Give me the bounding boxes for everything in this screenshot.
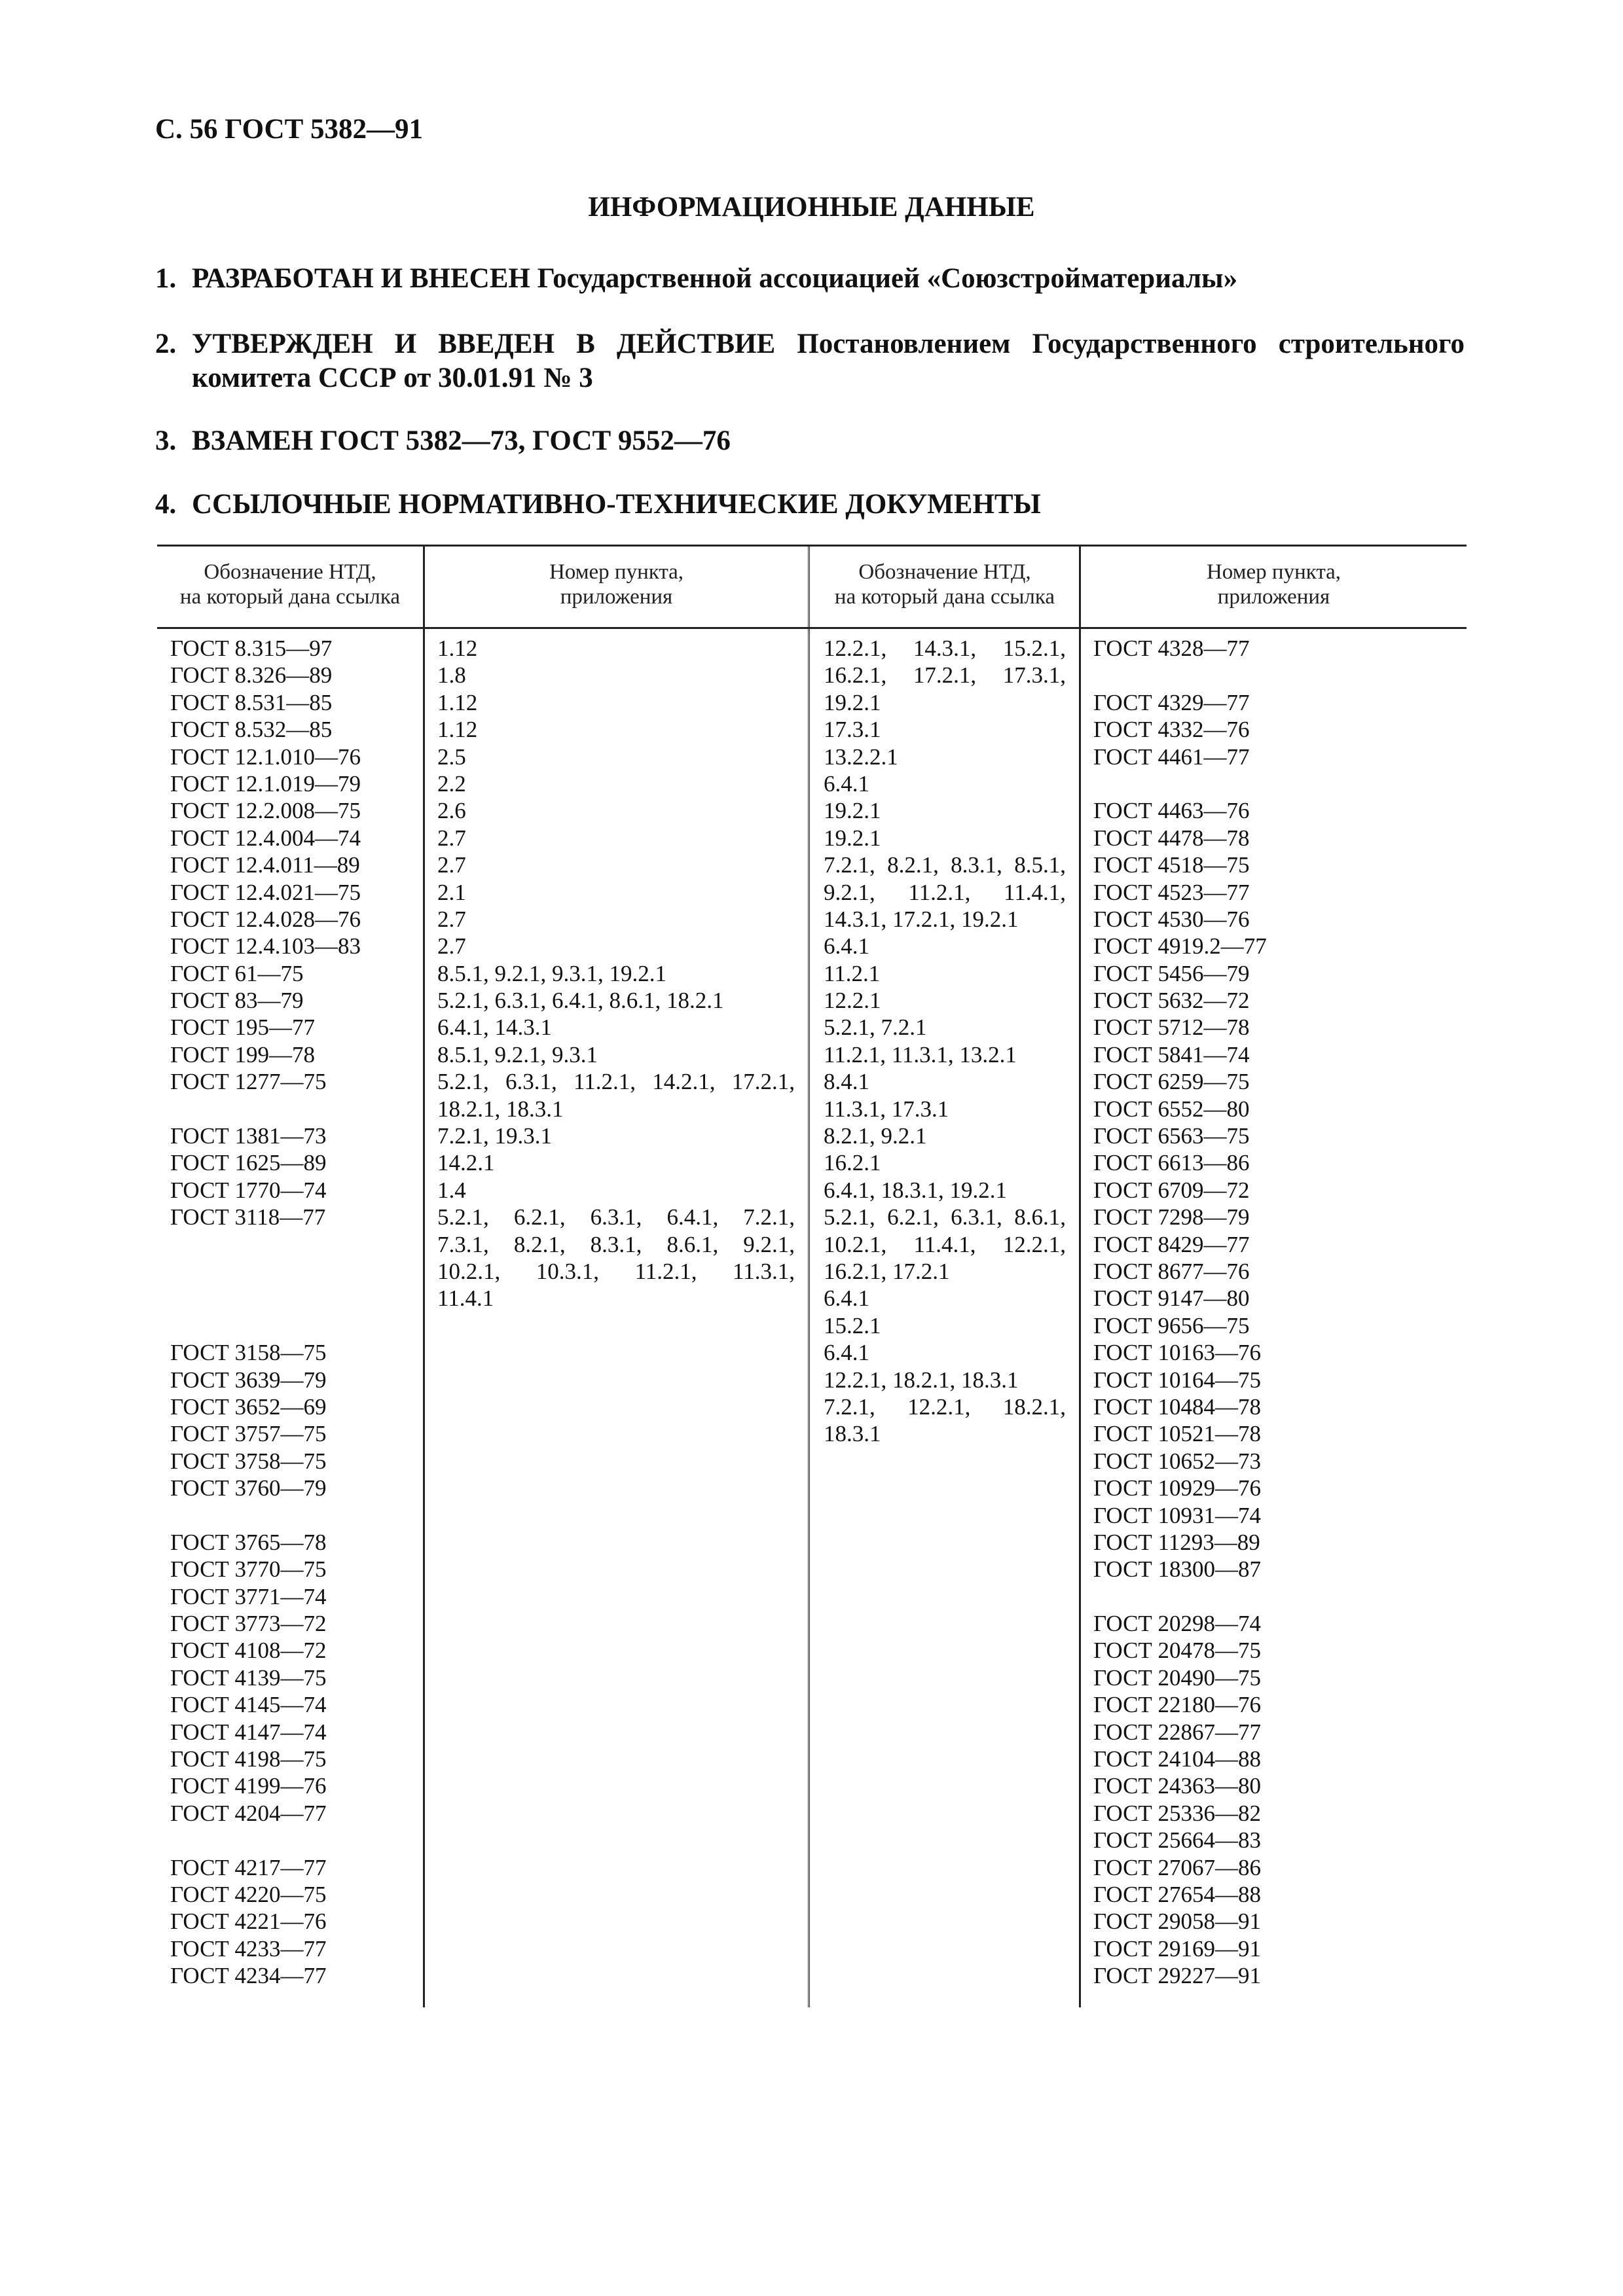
designation-cell: ГОСТ 29058—91 [1093,1909,1262,1935]
info-item-approved [155,327,1465,395]
clause-cell: 6.4.1 [824,933,869,960]
designation-cell: ГОСТ 1381—73 [170,1123,327,1149]
designation-cell: ГОСТ 4328—77 [1093,636,1250,661]
clause-cell: 2.2 [437,770,466,797]
clause-cell: 2.7 [437,825,466,851]
designation-cell: ГОСТ 7298—79 [1093,1204,1250,1230]
section-title: ИНФОРМАЦИОННЫЕ ДАННЫЕ [588,192,1035,223]
designation-cell [170,1502,419,1529]
designation-cell: ГОСТ 5456—79 [1093,960,1250,986]
clause-cell: 5.2.1, 6.3.1, 11.2.1, 14.2.1, 17.2.1, [437,1069,795,1095]
clause-cell: 6.4.1, 14.3.1 [437,1014,552,1041]
item-lead: РАЗРАБОТАН И ВНЕСЕН [192,263,530,294]
clause-cell: 12.2.1, 14.3.1, 15.2.1, [824,636,1066,661]
designation-cell: ГОСТ 25664—83 [1093,1827,1262,1854]
designation-cell: ГОСТ 8.326—89 [170,662,333,689]
clause-cell: 11.2.1, 11.3.1, 13.2.1 [824,1041,1017,1067]
clause-cell: 11.3.1, 17.3.1 [824,1096,949,1122]
designation-cell: ГОСТ 4221—76 [170,1909,327,1935]
designation-cell: ГОСТ 10163—76 [1093,1340,1262,1366]
designation-cell: ГОСТ 5712—78 [1093,1014,1250,1041]
clause-cell: 11.2.1 [824,960,881,986]
designation-cell: ГОСТ 29227—91 [1093,1963,1262,1989]
column-divider [423,545,425,2007]
clause-column-left [437,635,795,1312]
column-divider [1079,545,1081,2007]
clause-cell: 2.6 [437,798,466,824]
designation-column-right [1093,635,1460,1990]
designation-cell [170,1258,419,1285]
designation-cell: ГОСТ 1770—74 [170,1177,327,1203]
clause-cell: 5.2.1, 6.2.1, 6.3.1, 6.4.1, 7.2.1, [437,1204,795,1230]
clause-cell: 10.2.1, 10.3.1, 11.2.1, 11.3.1, [437,1258,795,1284]
designation-cell: ГОСТ 4518—75 [1093,852,1250,878]
item-number: 2. [155,329,177,359]
designation-cell: ГОСТ 1625—89 [170,1150,327,1176]
clause-cell: 2.7 [437,906,466,932]
designation-cell: ГОСТ 12.1.010—76 [170,744,361,770]
clause-cell: 2.7 [437,933,466,960]
item-number: 1. [155,263,177,294]
designation-cell: ГОСТ 199—78 [170,1041,316,1067]
clause-cell: 14.2.1 [437,1150,495,1176]
header-designation-right: Обозначение НТД, на который дана ссылка [834,560,1055,609]
designation-cell: ГОСТ 3770—75 [170,1556,327,1583]
clause-cell: 16.2.1, 17.2.1 [824,1258,950,1284]
designation-cell: ГОСТ 61—75 [170,960,304,986]
designation-cell: ГОСТ 6613—86 [1093,1150,1250,1176]
column-divider-double [808,545,811,2007]
table-header-rule [157,627,1467,629]
designation-cell: ГОСТ 3771—74 [170,1583,327,1609]
designation-cell: ГОСТ 24104—88 [1093,1746,1262,1772]
designation-cell: ГОСТ 6709—72 [1093,1177,1250,1203]
designation-cell: ГОСТ 10164—75 [1093,1367,1262,1393]
clause-cell: 7.3.1, 8.2.1, 8.3.1, 8.6.1, 9.2.1, [437,1231,795,1257]
clause-cell: 15.2.1 [824,1312,881,1338]
clause-cell: 2.1 [437,879,466,905]
designation-cell: ГОСТ 3760—79 [170,1475,327,1501]
clause-cell: 12.2.1, 18.2.1, 18.3.1 [824,1367,1019,1393]
clause-cell: 14.3.1, 17.2.1, 19.2.1 [824,906,1019,932]
clause-cell: 1.12 [437,689,478,715]
item-lead: УТВЕРЖДЕН И ВВЕДЕН В ДЕЙСТВИЕ [192,329,776,359]
clause-cell: 8.5.1, 9.2.1, 9.3.1 [437,1041,598,1067]
clause-cell: 17.3.1 [824,717,881,743]
clause-cell: 1.8 [437,662,466,689]
designation-cell: ГОСТ 8.315—97 [170,636,333,661]
designation-cell: ГОСТ 8677—76 [1093,1258,1250,1284]
clause-cell: 19.2.1 [824,689,881,715]
designation-cell: ГОСТ 4139—75 [170,1664,327,1691]
designation-cell: ГОСТ 3758—75 [170,1448,327,1474]
designation-cell: ГОСТ 4919.2—77 [1093,933,1267,960]
designation-cell: ГОСТ 4147—74 [170,1719,327,1745]
clause-cell: 7.2.1, 12.2.1, 18.2.1, [824,1393,1066,1420]
designation-cell: ГОСТ 25336—82 [1093,1800,1262,1826]
designation-cell: ГОСТ 3639—79 [170,1367,327,1393]
designation-cell: ГОСТ 22867—77 [1093,1719,1262,1745]
designation-cell: ГОСТ 4463—76 [1093,798,1250,824]
designation-cell: ГОСТ 4332—76 [1093,717,1250,743]
designation-cell: ГОСТ 4461—77 [1093,744,1250,770]
designation-cell: ГОСТ 10521—78 [1093,1421,1262,1447]
designation-cell: ГОСТ 6259—75 [1093,1069,1250,1095]
designation-cell [170,1827,419,1854]
designation-cell: ГОСТ 4478—78 [1093,825,1250,851]
page-number-header: С. 56 ГОСТ 5382—91 [155,114,424,145]
clause-cell: 6.4.1 [824,1340,869,1366]
clause-cell: 6.4.1 [824,770,869,797]
clause-cell: 18.2.1, 18.3.1 [437,1096,564,1122]
designation-cell: ГОСТ 8.532—85 [170,717,333,743]
designation-cell: ГОСТ 1277—75 [170,1069,327,1095]
designation-cell: ГОСТ 10929—76 [1093,1475,1262,1501]
clause-cell: 2.7 [437,852,466,878]
clause-cell: 16.2.1 [824,1150,881,1176]
designation-cell: ГОСТ 10484—78 [1093,1393,1262,1420]
designation-cell: ГОСТ 3118—77 [170,1204,326,1230]
designation-cell: ГОСТ 18300—87 [1093,1556,1262,1583]
designation-cell: ГОСТ 24363—80 [1093,1773,1262,1799]
designation-cell: ГОСТ 29169—91 [1093,1935,1262,1962]
designation-cell: ГОСТ 10931—74 [1093,1502,1262,1528]
header-clause-left: Номер пункта, приложения [549,560,684,609]
designation-cell: ГОСТ 4199—76 [170,1773,327,1799]
clause-cell: 19.2.1 [824,825,881,851]
designation-cell: ГОСТ 83—79 [170,988,304,1014]
item-number: 3. [155,425,177,456]
designation-cell [170,1096,419,1122]
designation-cell: ГОСТ 12.1.019—79 [170,770,361,797]
designation-cell: ГОСТ 4220—75 [170,1881,327,1907]
clause-cell: 10.2.1, 11.4.1, 12.2.1, [824,1231,1066,1257]
clause-cell: 5.2.1, 7.2.1 [824,1014,927,1041]
designation-cell: ГОСТ 4530—76 [1093,906,1250,932]
clause-column-middle [824,635,1066,1448]
clause-cell: 8.4.1 [824,1069,869,1095]
designation-column-left [170,635,419,1990]
clause-cell: 5.2.1, 6.3.1, 6.4.1, 8.6.1, 18.2.1 [437,988,724,1014]
header-designation-left: Обозначение НТД, на который дана ссылка [179,560,401,609]
designation-cell: ГОСТ 4145—74 [170,1692,327,1718]
designation-cell [1093,1583,1460,1610]
designation-cell: ГОСТ 12.4.103—83 [170,933,361,960]
clause-cell: 19.2.1 [824,798,881,824]
designation-cell: ГОСТ 3765—78 [170,1529,327,1555]
designation-cell: ГОСТ 4233—77 [170,1935,327,1962]
clause-cell: 1.12 [437,636,478,661]
designation-cell: ГОСТ 8.531—85 [170,689,333,715]
designation-cell: ГОСТ 3652—69 [170,1393,327,1420]
designation-cell [170,1312,419,1339]
designation-cell [170,1231,419,1258]
clause-cell: 12.2.1 [824,988,881,1014]
item-lead: ССЫЛОЧНЫЕ НОРМАТИВНО-ТЕХНИЧЕСКИЕ ДОКУМЕНТЫ [192,489,1041,520]
designation-cell: ГОСТ 20298—74 [1093,1611,1262,1637]
designation-cell: ГОСТ 12.4.004—74 [170,825,361,851]
clause-cell: 13.2.2.1 [824,744,898,770]
designation-cell: ГОСТ 9147—80 [1093,1285,1250,1312]
clause-cell: 1.12 [437,717,478,743]
item-text: Постановлением Государственного строительного комитета СССР от 30.01.91 № 3 [192,329,1465,393]
designation-cell: ГОСТ 12.4.011—89 [170,852,360,878]
designation-cell: ГОСТ 10652—73 [1093,1448,1262,1474]
designation-cell: ГОСТ 4204—77 [170,1800,327,1826]
designation-cell: ГОСТ 22180—76 [1093,1692,1262,1718]
designation-cell [170,1285,419,1312]
designation-cell: ГОСТ 6563—75 [1093,1123,1250,1149]
clause-cell: 8.2.1, 9.2.1 [824,1123,927,1149]
clause-cell: 11.4.1 [437,1285,494,1312]
info-item-references [155,488,1465,522]
clause-cell: 18.3.1 [824,1421,881,1447]
designation-cell: ГОСТ 6552—80 [1093,1096,1250,1122]
clause-cell: 9.2.1, 11.2.1, 11.4.1, [824,879,1066,905]
clause-cell: 5.2.1, 6.2.1, 6.3.1, 8.6.1, [824,1204,1066,1230]
designation-cell: ГОСТ 4234—77 [170,1963,327,1989]
clause-cell: 7.2.1, 19.3.1 [437,1123,552,1149]
clause-cell: 1.4 [437,1177,466,1203]
designation-cell: ГОСТ 4523—77 [1093,879,1250,905]
info-item-replaces [155,424,1465,458]
designation-cell: ГОСТ 27654—88 [1093,1881,1262,1907]
designation-cell [1093,662,1460,689]
clause-cell: 6.4.1 [824,1285,869,1312]
header-clause-right: Номер пункта, приложения [1206,560,1341,609]
clause-cell: 2.5 [437,744,466,770]
designation-cell: ГОСТ 12.4.028—76 [170,906,361,932]
designation-cell: ГОСТ 5632—72 [1093,988,1250,1014]
designation-cell: ГОСТ 27067—86 [1093,1854,1262,1880]
references-table [157,545,1467,2007]
item-text: Государственной ассоциацией «Союзстройматериалы» [537,263,1238,294]
designation-cell: ГОСТ 12.4.021—75 [170,879,361,905]
designation-cell [1093,770,1460,797]
designation-cell: ГОСТ 195—77 [170,1014,316,1041]
designation-cell: ГОСТ 4217—77 [170,1854,327,1880]
clause-cell: 8.5.1, 9.2.1, 9.3.1, 19.2.1 [437,960,666,986]
clause-cell: 16.2.1, 17.2.1, 17.3.1, [824,662,1066,689]
designation-cell: ГОСТ 3158—75 [170,1340,327,1366]
item-lead: ВЗАМЕН ГОСТ 5382—73, ГОСТ 9552—76 [192,425,731,456]
designation-cell: ГОСТ 3773—72 [170,1611,327,1637]
clause-cell: 7.2.1, 8.2.1, 8.3.1, 8.5.1, [824,852,1066,878]
designation-cell: ГОСТ 9656—75 [1093,1312,1250,1338]
designation-cell: ГОСТ 4198—75 [170,1746,327,1772]
designation-cell: ГОСТ 3757—75 [170,1421,327,1447]
item-number: 4. [155,489,177,520]
designation-cell: ГОСТ 4329—77 [1093,689,1250,715]
designation-cell: ГОСТ 11293—89 [1093,1529,1260,1555]
designation-cell: ГОСТ 12.2.008—75 [170,798,361,824]
designation-cell: ГОСТ 20490—75 [1093,1664,1262,1691]
designation-cell: ГОСТ 5841—74 [1093,1041,1250,1067]
designation-cell: ГОСТ 4108—72 [170,1638,327,1664]
designation-cell: ГОСТ 8429—77 [1093,1231,1250,1257]
info-item-developed [155,262,1465,296]
clause-cell: 6.4.1, 18.3.1, 19.2.1 [824,1177,1007,1203]
designation-cell: ГОСТ 20478—75 [1093,1638,1262,1664]
